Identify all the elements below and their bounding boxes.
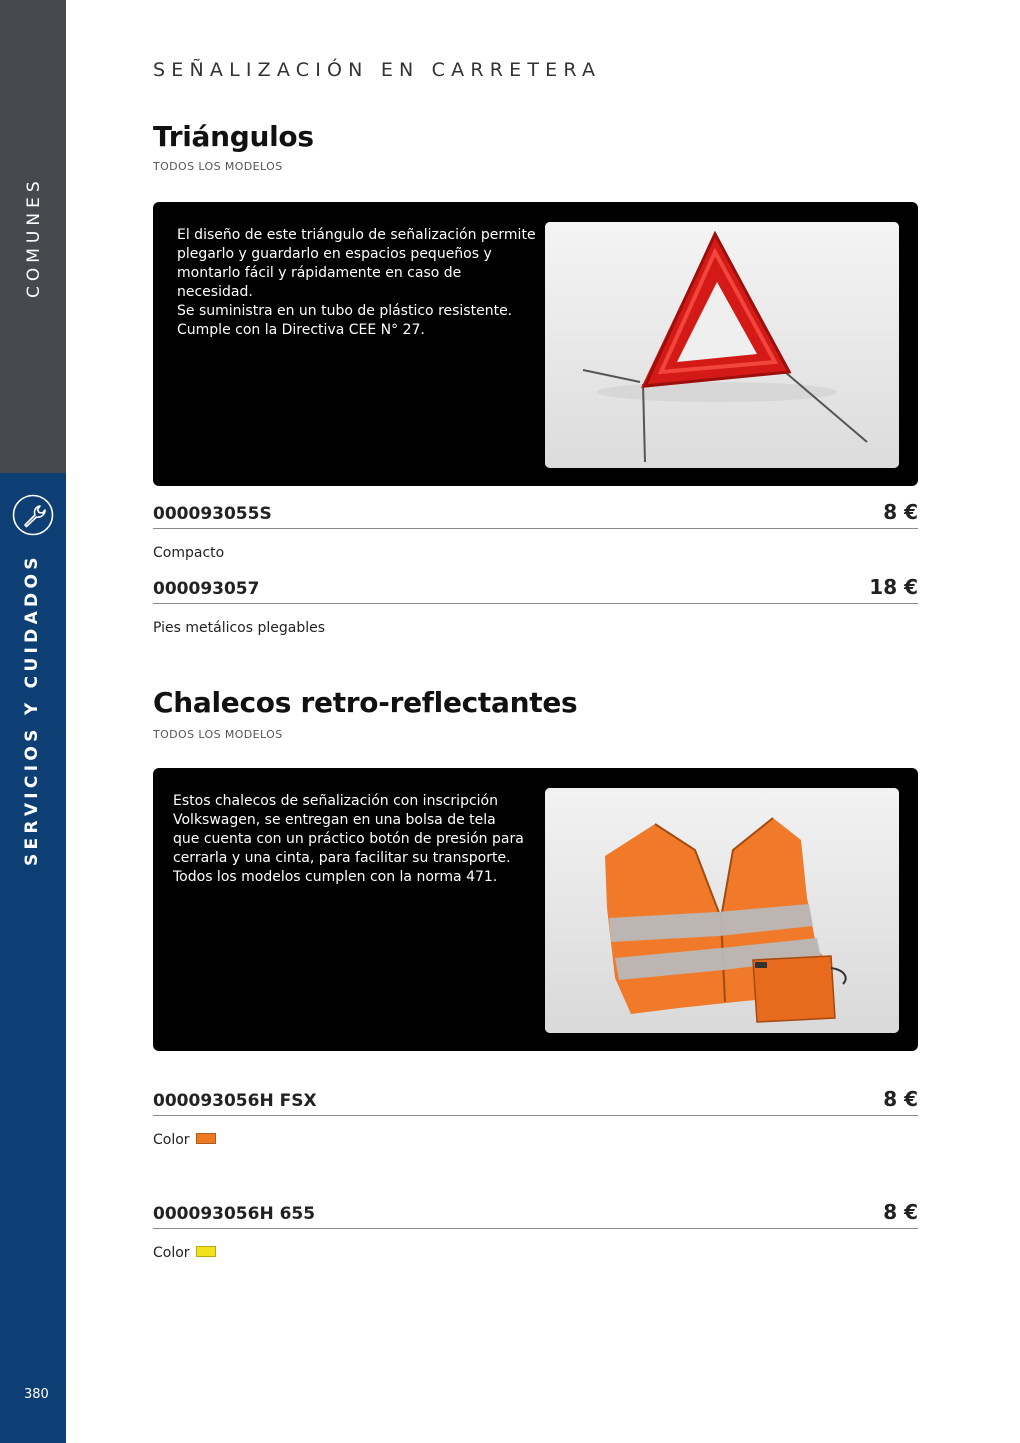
product-variant-row xyxy=(153,499,918,529)
description-line: cerrarla y una cinta, para facilitar su transporte. xyxy=(173,850,511,866)
product-panel-chalecos xyxy=(153,768,918,1051)
product-photo-triangle xyxy=(545,222,899,468)
variant-code: 000093056H 655 xyxy=(153,1204,316,1224)
description-line: Volkswagen, se entregan en una bolsa de tela xyxy=(173,812,496,828)
product-variant-row xyxy=(153,574,918,604)
description-line: Cumple con la Directiva CEE N° 27. xyxy=(177,322,425,338)
description-line: El diseño de este triángulo de señalización permite xyxy=(177,227,536,243)
product-panel-triangulos xyxy=(153,202,918,486)
product-description xyxy=(173,792,537,887)
description-line: Estos chalecos de señalización con inscripción xyxy=(173,793,498,809)
variant-note xyxy=(153,1245,216,1261)
product-models-label: TODOS LOS MODELOS xyxy=(153,160,283,173)
product-photo-vest xyxy=(545,788,899,1033)
color-swatch-yellow xyxy=(196,1246,216,1257)
page-number: 380 xyxy=(24,1387,49,1402)
product-title-triangulos: Triángulos xyxy=(153,120,314,153)
warning-triangle-image xyxy=(545,222,899,468)
variant-price: 8 € xyxy=(883,1200,918,1224)
description-line: Todos los modelos cumplen con la norma 471. xyxy=(173,869,498,885)
color-swatch-orange xyxy=(196,1133,216,1144)
variant-price: 8 € xyxy=(883,500,918,524)
product-title-chalecos: Chalecos retro-reflectantes xyxy=(153,686,578,719)
variant-note xyxy=(153,1132,216,1148)
section-title: SEÑALIZACIÓN EN CARRETERA xyxy=(153,59,602,81)
variant-code: 000093057 xyxy=(153,579,260,599)
variant-price: 18 € xyxy=(869,575,918,599)
variant-note: Pies metálicos plegables xyxy=(153,620,326,636)
description-line: plegarlo y guardarlo en espacios pequeños y xyxy=(177,246,492,262)
reflective-vest-image xyxy=(545,788,899,1033)
product-variant-row xyxy=(153,1199,918,1229)
variant-note-label: Color xyxy=(153,1245,190,1261)
wrench-icon xyxy=(12,494,54,536)
description-line: montarlo fácil y rápidamente en caso de necesidad. xyxy=(177,265,462,300)
variant-price: 8 € xyxy=(883,1087,918,1111)
sidebar-label-servicios: SERVICIOS Y CUIDADOS xyxy=(22,553,42,866)
product-description xyxy=(177,226,537,340)
variant-note: Compacto xyxy=(153,545,225,561)
variant-code: 000093055S xyxy=(153,504,272,524)
variant-note-label: Color xyxy=(153,1132,190,1148)
description-line: Se suministra en un tubo de plástico resistente. xyxy=(177,303,513,319)
product-variant-row xyxy=(153,1086,918,1116)
variant-code: 000093056H FSX xyxy=(153,1091,317,1111)
product-models-label: TODOS LOS MODELOS xyxy=(153,728,283,741)
sidebar-label-comunes: COMUNES xyxy=(24,176,44,298)
description-line: que cuenta con un práctico botón de presión para xyxy=(173,831,524,847)
